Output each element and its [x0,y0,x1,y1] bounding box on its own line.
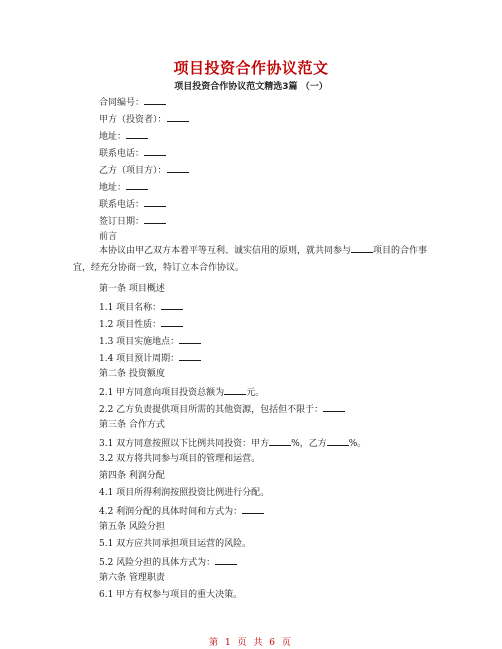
article-3-item-1-text-c: %。 [348,439,367,449]
party-a-address-line [99,129,148,143]
party-b-line [99,163,189,177]
project-nature-blank [161,317,183,327]
article-2-item-2 [99,402,345,416]
article-5-item-2-text: 5.2 风险分担的具体方式为： [99,558,216,568]
project-name-blank [161,300,183,310]
article-1-item-1 [99,300,183,314]
document-title: 项目投资合作协议范文 [173,59,329,77]
party-a-phone-blank [144,146,166,156]
sign-date-label: 签订日期： [99,217,145,227]
project-period-blank [179,351,201,361]
page-footer: 第 1 页 共 6 页 [209,638,293,648]
sign-date-line [99,214,166,228]
party-a-phone-line [99,146,166,160]
party-b-phone-blank [144,197,166,207]
article-4-item-2-text: 4.2 利润分配的具体时间和方式为： [99,507,243,517]
article-1-item-4 [99,351,201,365]
article-2-item-2-text: 2.2 乙方负责提供项目所需的其他资源，包括但不限于： [99,405,324,415]
party-a-phone-label: 联系电话： [99,149,145,159]
article-4-item-2 [99,504,264,518]
investment-amount-blank [224,385,246,395]
article-2-item-1 [99,385,264,399]
sign-date-blank [144,214,166,224]
risk-method-blank [215,555,237,565]
article-1-item-2-text: 1.2 项目性质： [99,320,162,330]
party-b-ratio-blank [327,436,349,446]
party-a-label: 甲方（投资者）： [99,115,167,125]
party-b-address-blank [126,180,148,190]
preface-project-blank [351,243,373,253]
article-6-item-1: 6.1 甲方有权参与项目的重大决策。 [99,590,243,600]
resources-blank [323,402,345,412]
party-a-ratio-blank [269,436,291,446]
article-4-item-1: 4.1 项目所得利润按照投资比例进行分配。 [99,488,270,498]
party-b-blank [167,163,189,173]
party-b-address-line [99,180,148,194]
article-1-heading: 第一条 项目概述 [99,284,165,294]
article-2-item-1-text-a: 2.1 甲方同意向项目投资总额为 [99,388,225,398]
project-location-blank [179,334,201,344]
article-2-item-1-text-b: 元。 [246,388,265,398]
party-a-address-label: 地址： [99,132,127,142]
article-5-heading: 第五条 风险分担 [99,522,165,532]
article-3-item-1 [99,436,366,450]
article-1-item-4-text: 1.4 项目预计周期： [99,354,180,364]
preface-paragraph [73,243,429,277]
party-a-address-blank [126,129,148,139]
party-a-blank [167,112,189,122]
party-b-label: 乙方（项目方）： [99,166,167,176]
contract-number-label: 合同编号： [99,98,145,108]
article-5-item-2 [99,555,237,569]
contract-number-blank [144,95,166,105]
document-subtitle: 项目投资合作协议范文精选3篇 （一） [174,82,328,92]
preface-heading: 前言 [99,232,118,242]
article-1-item-3 [99,334,201,348]
contract-number-line [99,95,166,109]
party-b-phone-label: 联系电话： [99,200,145,210]
article-4-heading: 第四条 利润分配 [99,471,165,481]
preface-text-b: 项目的合作事宜，经充分协商一致，特订立本合作协议。 [73,246,428,273]
article-3-item-2: 3.2 双方将共同参与项目的管理和运营。 [99,454,261,464]
party-b-address-label: 地址： [99,183,127,193]
article-1-item-3-text: 1.3 项目实施地点： [99,337,180,347]
article-5-item-1: 5.1 双方应共同承担项目运营的风险。 [99,539,252,549]
preface-text-a: 本协议由甲乙双方本着平等互利、诚实信用的原则，就共同参与 [99,246,352,256]
article-3-heading: 第三条 合作方式 [99,420,165,430]
article-3-item-1-text-b: %，乙方 [291,439,327,449]
profit-method-blank [242,504,264,514]
article-2-heading: 第二条 投资额度 [99,369,165,379]
article-1-item-2 [99,317,183,331]
article-6-heading: 第六条 管理职责 [99,573,165,583]
article-1-item-1-text: 1.1 项目名称： [99,303,162,313]
party-b-phone-line [99,197,166,211]
party-a-line [99,112,189,126]
article-3-item-1-text-a: 3.1 双方同意按照以下比例共同投资：甲方 [99,439,270,449]
